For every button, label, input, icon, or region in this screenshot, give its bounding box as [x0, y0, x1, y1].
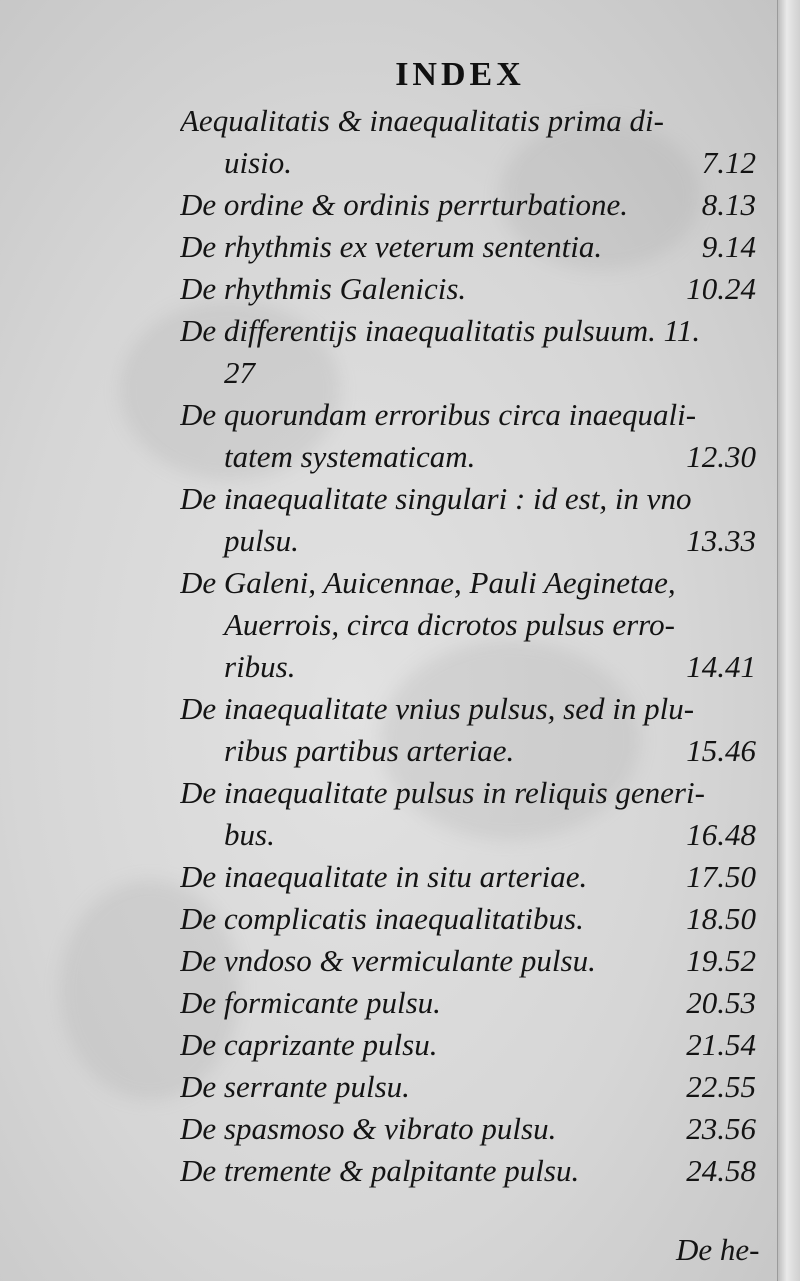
page-number: 21.54	[686, 1027, 756, 1062]
page-number: 10.24	[686, 271, 756, 306]
page-number: 12.30	[686, 439, 756, 474]
page-number: 9.14	[701, 229, 756, 264]
index-entry-text: Aequalitatis & inaequalitatis prima di-	[180, 103, 664, 138]
index-entry	[180, 268, 760, 310]
index-entry	[180, 100, 760, 184]
page-number: 17.50	[686, 859, 756, 894]
index-entry-text: pulsu.	[224, 523, 299, 558]
index-entry-text: De Galeni, Auicennae, Pauli Aeginetae,	[180, 565, 676, 600]
index-entry	[180, 1024, 760, 1066]
index-entry-text: ribus.	[224, 649, 296, 684]
index-entry-text: tatem systematicam.	[224, 439, 476, 474]
index-entry-text: De formicante pulsu.	[180, 985, 441, 1020]
index-entry	[180, 394, 760, 478]
page-number: 20.53	[686, 985, 756, 1020]
index-entry-text: De rhythmis Galenicis.	[180, 271, 467, 306]
catchword: De he-	[676, 1232, 760, 1267]
index-entry	[180, 478, 760, 562]
index-entry-text: De complicatis inaequalitatibus.	[180, 901, 584, 936]
page-number: 18.50	[686, 901, 756, 936]
page-number: 19.52	[686, 943, 756, 978]
index-entry-text: De inaequalitate pulsus in reliquis generi-	[180, 775, 705, 810]
page-number: 7.12	[701, 145, 756, 180]
index-entry	[180, 562, 760, 688]
index-entry-list	[180, 100, 760, 1192]
index-entry	[180, 226, 760, 268]
index-entry	[180, 1150, 760, 1192]
index-entry	[180, 1066, 760, 1108]
page-number: 8.13	[701, 187, 756, 222]
index-entry-text: De inaequalitate singulari : id est, in vno	[180, 481, 692, 516]
index-entry-text: De caprizante pulsu.	[180, 1027, 438, 1062]
page-number: 22.55	[686, 1069, 756, 1104]
index-entry-text: De rhythmis ex veterum sententia.	[180, 229, 603, 264]
page-edge	[777, 0, 800, 1281]
index-entry	[180, 1108, 760, 1150]
index-entry	[180, 688, 760, 772]
index-entry-text: uisio.	[224, 145, 293, 180]
index-entry-text: De ordine & ordinis perrturbatione.	[180, 187, 629, 222]
index-entry	[180, 772, 760, 856]
page-number: 16.48	[686, 817, 756, 852]
page-header: INDEX	[395, 56, 525, 93]
index-entry-text: bus.	[224, 817, 275, 852]
index-entry-text: 27	[224, 355, 255, 390]
index-entry-text: De spasmoso & vibrato pulsu.	[180, 1111, 557, 1146]
index-entry	[180, 940, 760, 982]
page-number: 15.46	[686, 733, 756, 768]
index-entry-text: De serrante pulsu.	[180, 1069, 410, 1104]
index-entry	[180, 898, 760, 940]
page-number: 24.58	[686, 1153, 756, 1188]
index-entry-text: De vndoso & vermiculante pulsu.	[180, 943, 596, 978]
index-entry-text: De differentijs inaequalitatis pulsuum. 11.	[180, 313, 701, 348]
page-number: 23.56	[686, 1111, 756, 1146]
index-entry-text: De tremente & palpitante pulsu.	[180, 1153, 580, 1188]
index-entry-text: De inaequalitate in situ arteriae.	[180, 859, 588, 894]
index-entry	[180, 982, 760, 1024]
page-number: 14.41	[686, 649, 756, 684]
index-entry	[180, 856, 760, 898]
index-entry	[180, 310, 760, 394]
index-entry-text: De quorundam erroribus circa inaequali-	[180, 397, 697, 432]
index-entry-text: Auerrois, circa dicrotos pulsus erro-	[224, 607, 675, 642]
index-entry-text: De inaequalitate vnius pulsus, sed in plu-	[180, 691, 695, 726]
index-entry-text: ribus partibus arteriae.	[224, 733, 515, 768]
page-number: 13.33	[686, 523, 756, 558]
index-entry	[180, 184, 760, 226]
